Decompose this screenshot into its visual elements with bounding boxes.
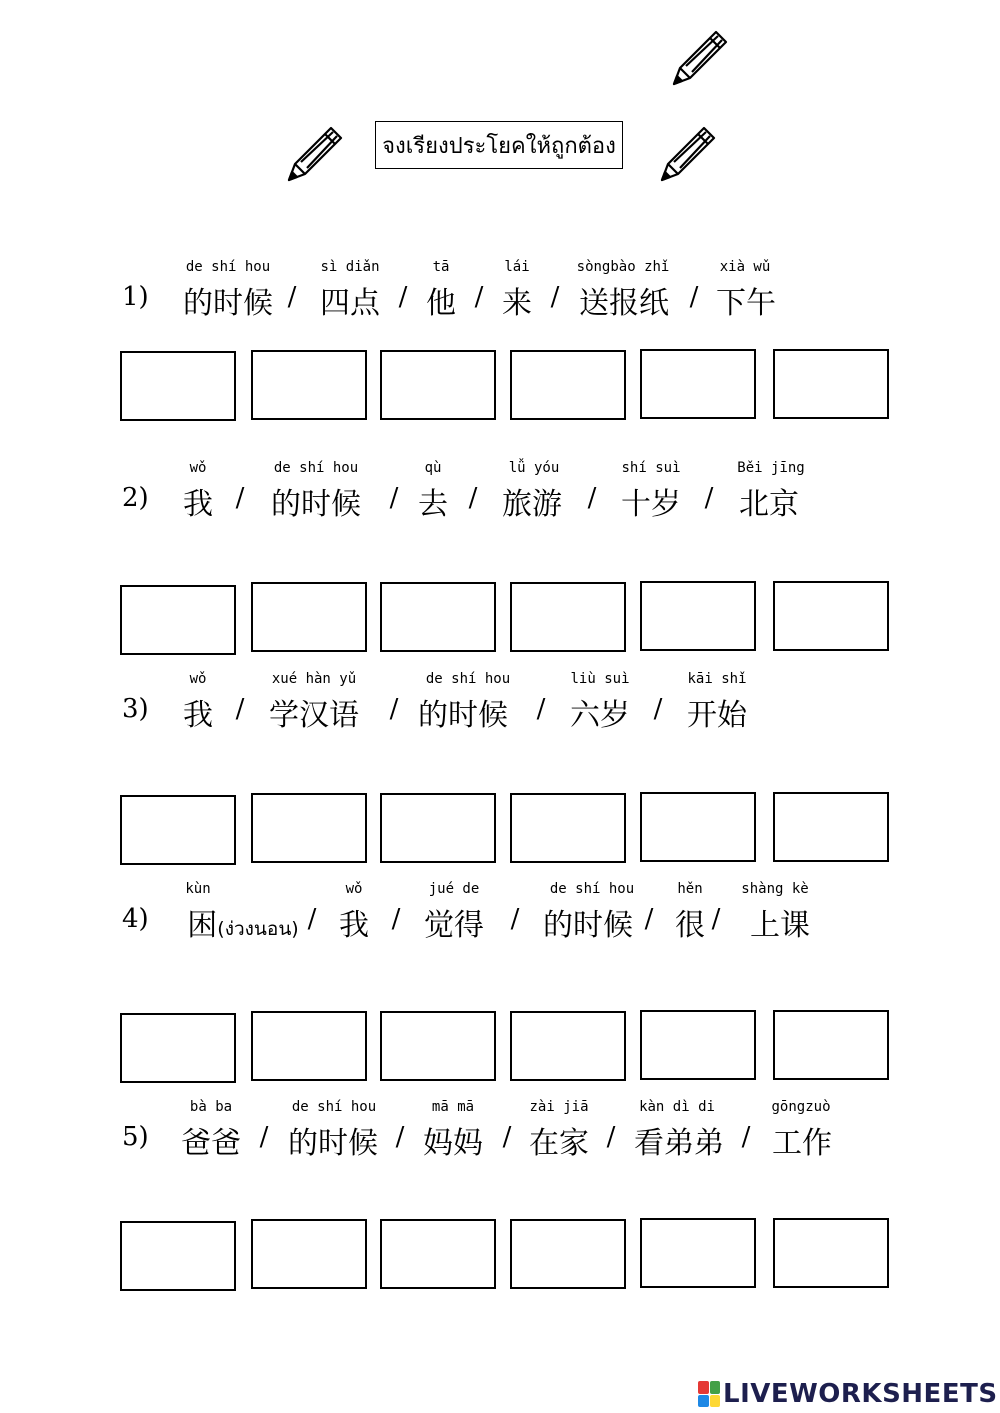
separator: / bbox=[307, 904, 317, 934]
pinyin: xià wǔ bbox=[719, 259, 771, 275]
separator: / bbox=[389, 483, 399, 513]
answer-box[interactable] bbox=[380, 582, 496, 652]
answer-box[interactable] bbox=[640, 349, 756, 419]
separator: / bbox=[606, 1122, 616, 1152]
question-number: 4) bbox=[122, 904, 149, 934]
answer-box[interactable] bbox=[510, 1011, 626, 1081]
answer-box[interactable] bbox=[120, 351, 236, 421]
word-tile: 爸爸 bbox=[181, 1126, 241, 1161]
answer-box[interactable] bbox=[380, 350, 496, 420]
separator: / bbox=[741, 1122, 751, 1152]
answer-box[interactable] bbox=[773, 349, 889, 419]
word-tile: 看弟弟 bbox=[634, 1126, 724, 1161]
pinyin: kàn dì di bbox=[639, 1099, 715, 1115]
answer-box[interactable] bbox=[251, 582, 367, 652]
separator: / bbox=[550, 282, 560, 312]
pinyin: shàng kè bbox=[741, 881, 809, 897]
pinyin: gōngzuò bbox=[771, 1099, 831, 1115]
answer-box[interactable] bbox=[640, 1010, 756, 1080]
pinyin: hěn bbox=[677, 881, 703, 897]
logo-square bbox=[698, 1395, 709, 1408]
answer-box[interactable] bbox=[510, 582, 626, 652]
pinyin: bà ba bbox=[189, 1099, 233, 1115]
pinyin: wǒ bbox=[189, 460, 207, 476]
separator: / bbox=[391, 904, 401, 934]
word-tile: 的时候 bbox=[418, 698, 508, 733]
word-tile: 妈妈 bbox=[423, 1126, 483, 1161]
word-tile: 上课 bbox=[750, 908, 810, 943]
separator: / bbox=[644, 904, 654, 934]
answer-box[interactable] bbox=[640, 581, 756, 651]
hanzi: 困 bbox=[187, 908, 218, 943]
pinyin: lái bbox=[504, 259, 530, 275]
answer-box[interactable] bbox=[510, 350, 626, 420]
pinyin: kāi shǐ bbox=[687, 671, 747, 687]
pinyin: de shí hou bbox=[549, 881, 635, 897]
pencil-icon bbox=[283, 122, 347, 186]
pencil-icon bbox=[668, 26, 732, 90]
answer-box[interactable] bbox=[251, 1219, 367, 1289]
word-tile: 我 bbox=[183, 698, 213, 733]
word-tile: 他 bbox=[426, 286, 456, 321]
word-tile: 旅游 bbox=[502, 487, 562, 522]
word-tile: 我 bbox=[183, 487, 213, 522]
logo-square bbox=[710, 1395, 721, 1408]
liveworksheets-logo-icon bbox=[698, 1381, 720, 1407]
separator: / bbox=[653, 694, 663, 724]
separator: / bbox=[689, 282, 699, 312]
separator: / bbox=[235, 694, 245, 724]
separator: / bbox=[287, 282, 297, 312]
question-number: 5) bbox=[122, 1122, 149, 1152]
answer-box[interactable] bbox=[510, 1219, 626, 1289]
separator: / bbox=[704, 483, 714, 513]
separator: / bbox=[259, 1122, 269, 1152]
logo-square bbox=[698, 1381, 709, 1394]
answer-box[interactable] bbox=[773, 1218, 889, 1288]
word-tile: 的时候 bbox=[183, 286, 273, 321]
word-tile: 十岁 bbox=[621, 487, 681, 522]
word-tile: 的时候 bbox=[543, 908, 633, 943]
answer-box[interactable] bbox=[380, 793, 496, 863]
answer-box[interactable] bbox=[120, 1221, 236, 1291]
answer-box[interactable] bbox=[510, 793, 626, 863]
answer-box[interactable] bbox=[120, 1013, 236, 1083]
separator: / bbox=[587, 483, 597, 513]
answer-box[interactable] bbox=[251, 350, 367, 420]
answer-box[interactable] bbox=[251, 793, 367, 863]
word-tile bbox=[187, 900, 298, 944]
pinyin: shí suì bbox=[621, 460, 681, 476]
answer-box[interactable] bbox=[251, 1011, 367, 1081]
pinyin: xué hàn yǔ bbox=[271, 671, 357, 687]
answer-box[interactable] bbox=[773, 581, 889, 651]
separator: / bbox=[510, 904, 520, 934]
answer-box[interactable] bbox=[773, 1010, 889, 1080]
separator: / bbox=[395, 1122, 405, 1152]
answer-box[interactable] bbox=[640, 792, 756, 862]
word-tile: 的时候 bbox=[271, 487, 361, 522]
separator: / bbox=[711, 904, 721, 934]
answer-box[interactable] bbox=[640, 1218, 756, 1288]
pinyin: de shí hou bbox=[273, 460, 359, 476]
pinyin: lǚ yóu bbox=[508, 460, 560, 476]
separator: / bbox=[468, 483, 478, 513]
liveworksheets-brand[interactable] bbox=[698, 1377, 998, 1411]
separator: / bbox=[389, 694, 399, 724]
separator: / bbox=[536, 694, 546, 724]
word-tile: 工作 bbox=[772, 1126, 832, 1161]
word-tile: 觉得 bbox=[424, 908, 484, 943]
pinyin: zài jiā bbox=[529, 1099, 589, 1115]
pencil-icon bbox=[656, 122, 720, 186]
pinyin: wǒ bbox=[189, 671, 207, 687]
pinyin: qù bbox=[424, 460, 442, 476]
brand-name: LIVEWORKSHEETS bbox=[723, 1379, 998, 1409]
answer-box[interactable] bbox=[380, 1011, 496, 1081]
logo-square bbox=[710, 1381, 721, 1394]
word-tile: 送报纸 bbox=[579, 286, 669, 321]
answer-box[interactable] bbox=[120, 795, 236, 865]
pinyin: liù suì bbox=[570, 671, 630, 687]
pinyin: Běi jīng bbox=[737, 460, 805, 476]
thai-note: (ง่วงนอน) bbox=[217, 918, 299, 940]
question-number: 3) bbox=[122, 694, 149, 724]
pinyin: de shí hou bbox=[291, 1099, 377, 1115]
word-tile: 去 bbox=[418, 487, 448, 522]
word-tile: 开始 bbox=[687, 698, 747, 733]
word-tile: 学汉语 bbox=[269, 698, 359, 733]
word-tile: 我 bbox=[339, 908, 369, 943]
word-tile: 的时候 bbox=[288, 1126, 378, 1161]
pinyin: sì diǎn bbox=[320, 259, 380, 275]
pinyin: de shí hou bbox=[425, 671, 511, 687]
worksheet-title: จงเรียงประโยคให้ถูกต้อง bbox=[375, 121, 623, 169]
separator: / bbox=[502, 1122, 512, 1152]
answer-box[interactable] bbox=[380, 1219, 496, 1289]
separator: / bbox=[235, 483, 245, 513]
word-tile: 四点 bbox=[320, 286, 380, 321]
word-tile: 在家 bbox=[529, 1126, 589, 1161]
separator: / bbox=[398, 282, 408, 312]
separator: / bbox=[474, 282, 484, 312]
pinyin: wǒ bbox=[345, 881, 363, 897]
pinyin: mā mā bbox=[431, 1099, 475, 1115]
pinyin: de shí hou bbox=[185, 259, 271, 275]
question-number: 1) bbox=[122, 282, 149, 312]
pinyin: tā bbox=[432, 259, 450, 275]
pinyin: kùn bbox=[185, 881, 211, 897]
word-tile: 很 bbox=[675, 908, 705, 943]
word-tile: 下午 bbox=[716, 286, 776, 321]
word-tile: 北京 bbox=[739, 487, 799, 522]
word-tile: 来 bbox=[502, 286, 532, 321]
word-tile: 六岁 bbox=[570, 698, 630, 733]
pinyin: jué de bbox=[428, 881, 480, 897]
question-number: 2) bbox=[122, 483, 149, 513]
pinyin: sòngbào zhǐ bbox=[576, 259, 670, 275]
answer-box[interactable] bbox=[773, 792, 889, 862]
answer-box[interactable] bbox=[120, 585, 236, 655]
